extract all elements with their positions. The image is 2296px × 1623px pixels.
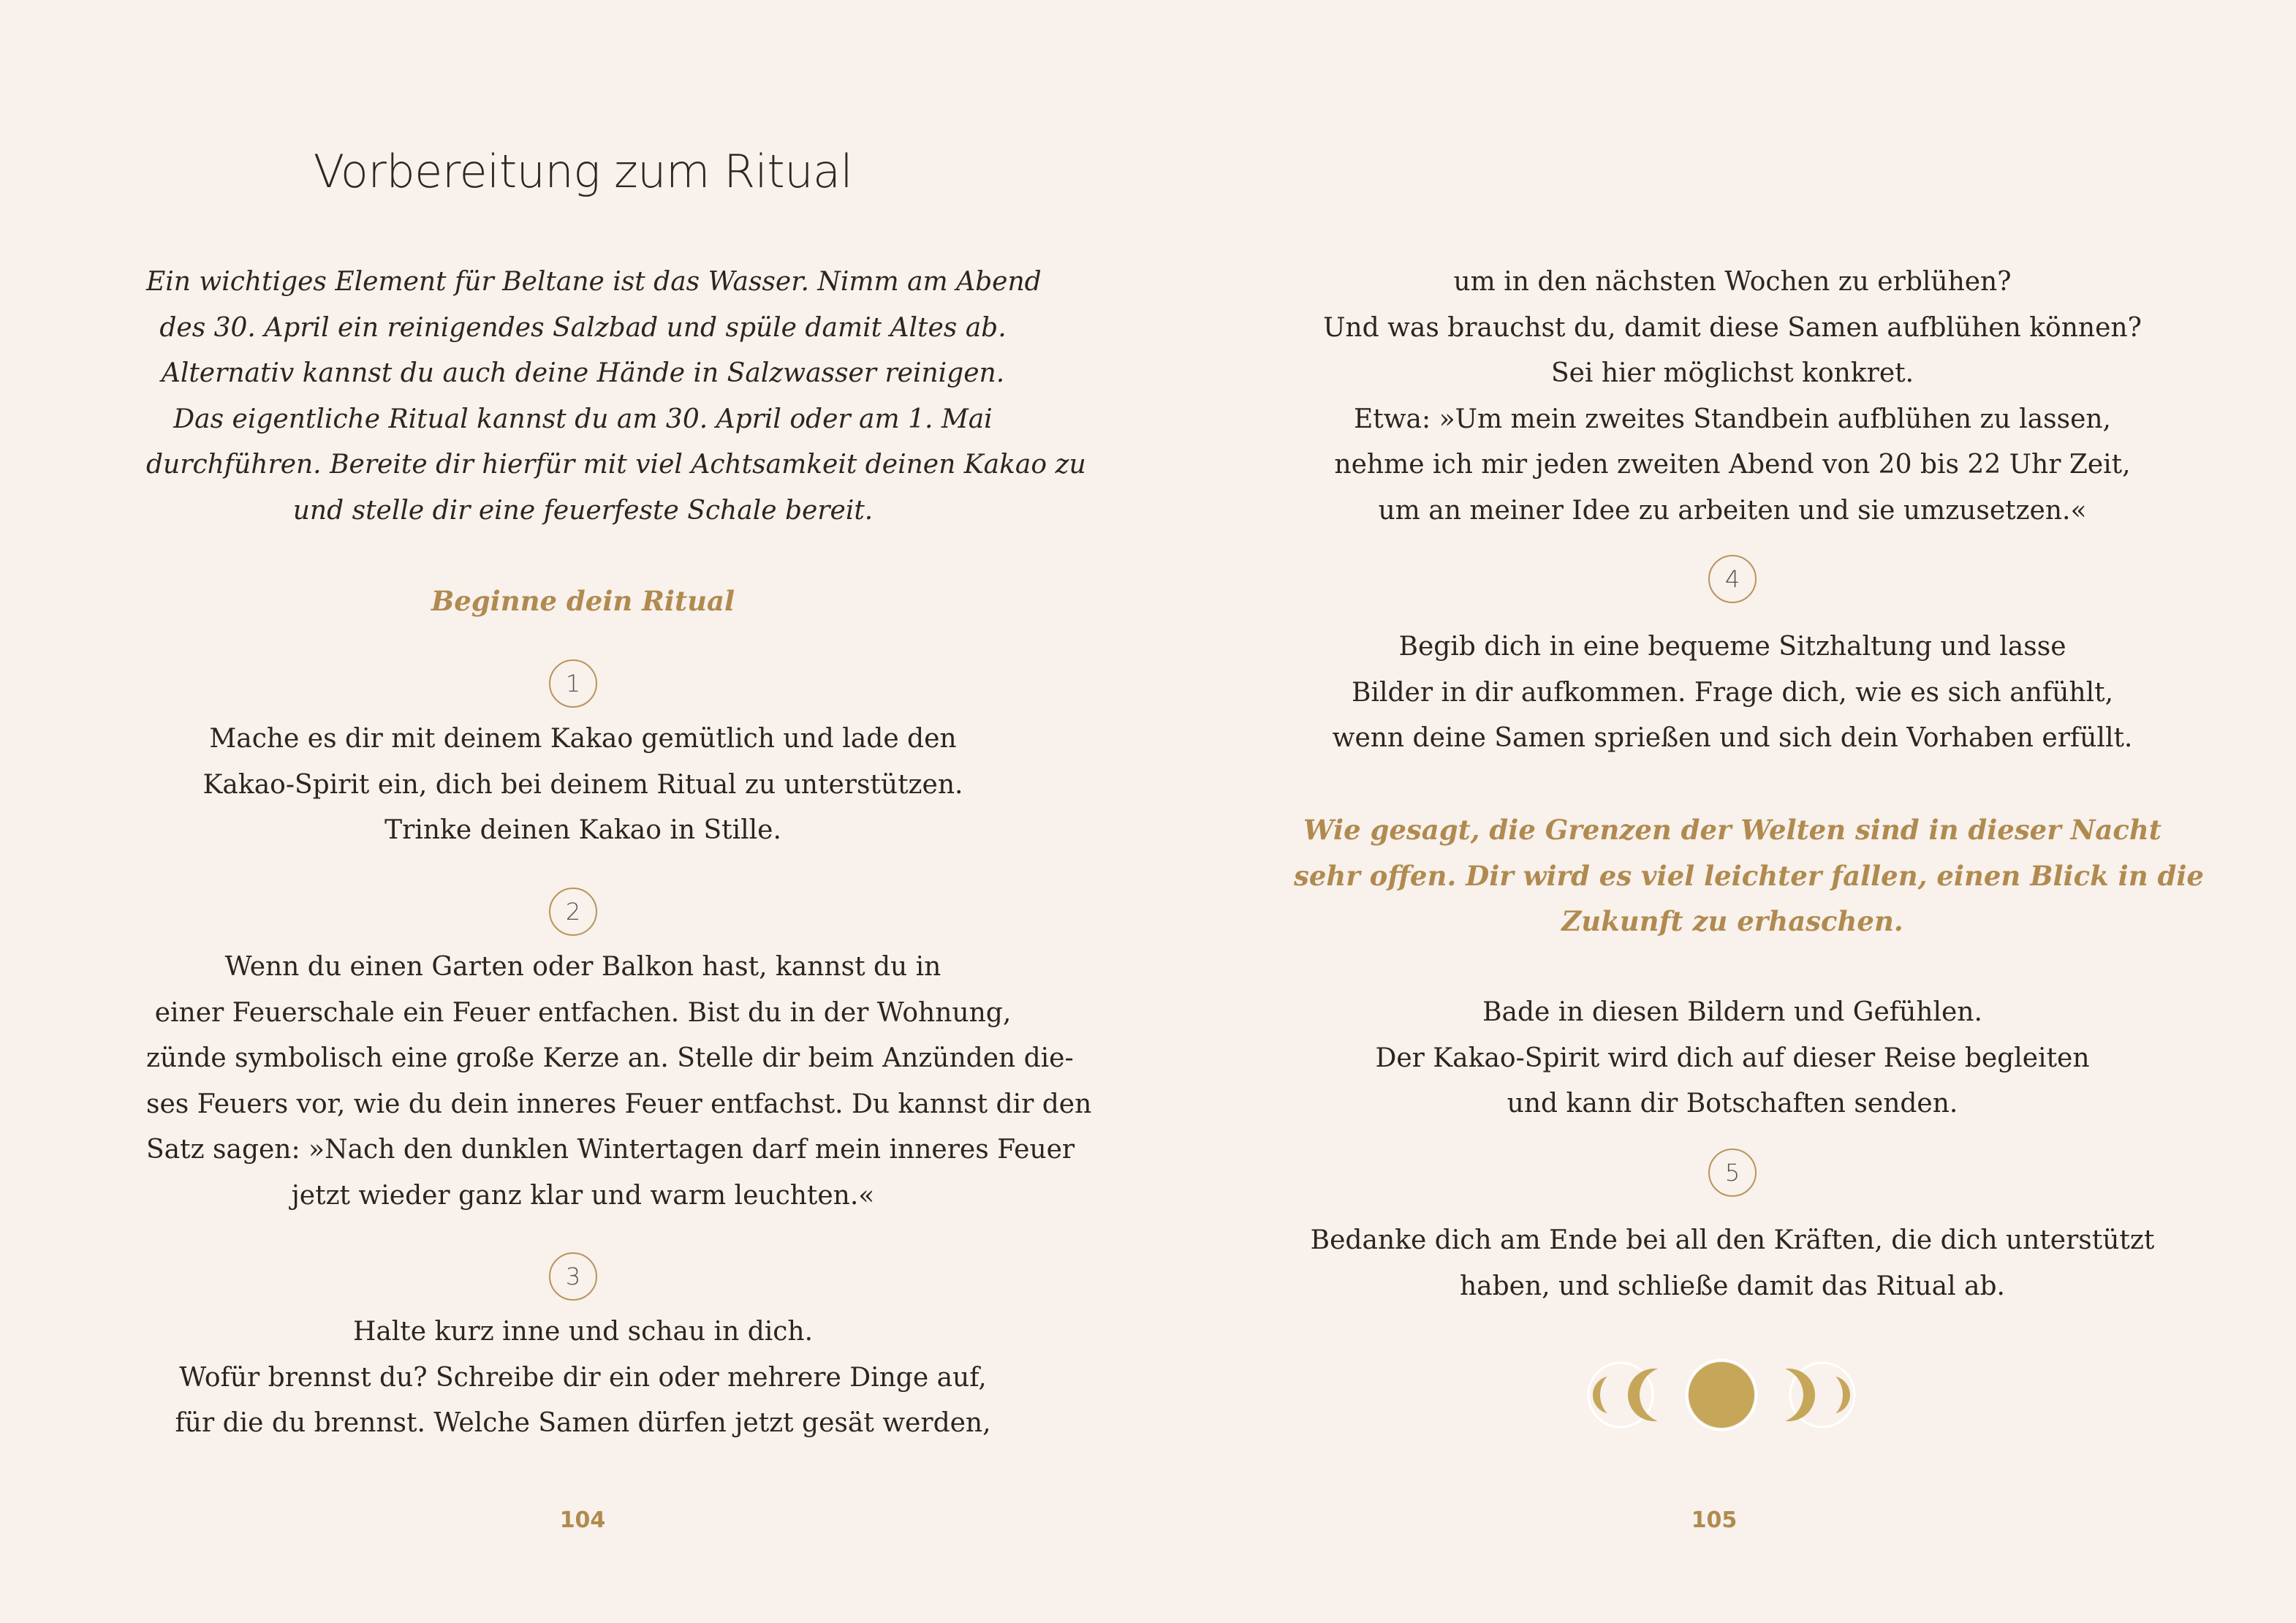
step-number-4: 4 (1708, 555, 1757, 603)
intro-line: Das eigentliche Ritual kannst du am 30. April oder am 1. Mai (173, 404, 993, 434)
step-2-text: Wenn du einen Garten oder Balkon hast, kannst du in einer Feuerschale ein Feuer entfachen. Bist du in der Wohnung, zünde symbolisch eine große Kerze an. Stelle dir beim Anzünden die- ses Feuers vor, wie du dein inneres Feuer entfachst. Du kannst dir den Satz sagen: »Nach den dunklen Wintertagen darf mein inneres Feuer jetzt wieder ganz klar und warm leuchten.« (146, 952, 1092, 1211)
intro-line: durchführen. Bereite dir hierfür mit viel Achtsamkeit deinen Kakao zu (146, 450, 1086, 480)
page-number-left: 104 (559, 1507, 606, 1533)
moon-phase-mark (1812, 1376, 1850, 1414)
step-number-5: 5 (1708, 1149, 1757, 1197)
step-4-text: Begib dich in eine bequeme Sitzhaltung und lasse Bilder in dir aufkommen. Frage dich, wie es sich anfühlt, wenn deine Samen sprießen und sich dein Vorhaben erfüllt. (1332, 632, 2133, 753)
step-number-2: 2 (549, 888, 597, 936)
after-highlight-paragraph: Bade in diesen Bildern und Gefühlen. Der Kakao-Spirit wird dich auf dieser Reise begleiten und kann dir Botschaften senden. (1375, 997, 2090, 1119)
intro-line: und stelle dir eine feuerfeste Schale bereit. (292, 495, 874, 526)
intro-line: Alternativ kannst du auch deine Hände in Salzwasser reinigen. (161, 358, 1005, 388)
intro-line: des 30. April ein reinigendes Salzbad und spüle damit Altes ab. (159, 312, 1007, 343)
moon-phase-mark (1638, 1369, 1691, 1421)
moon-phase-mark (1593, 1376, 1631, 1414)
left-column (146, 0, 1092, 1623)
moon-phase-mark (1752, 1369, 1805, 1421)
highlight-paragraph: Wie gesagt, die Grenzen der Welten sind in dieser Nacht sehr offen. Dir wird es viel leichter fallen, einen Blick in die Zukunft zu erhaschen. (1294, 814, 2204, 937)
intro-paragraph (146, 260, 1086, 534)
step-3-continuation: um in den nächsten Wochen zu erblühen? Und was brauchst du, damit diese Samen aufblühen können? Sei hier möglichst konkret. Etwa: »Um mein zweites Standbein aufblühen zu lassen, nehme ich mir jeden zweiten Abend von 20 bis 22 Uhr Zeit, um an meiner Idee zu arbeiten und sie umzusetzen.« (1323, 267, 2142, 526)
moon-phases-icon (1583, 1358, 1860, 1431)
page-number-right: 105 (1691, 1507, 1738, 1533)
intro-line: Ein wichtiges Element für Beltane ist das Wasser. Nimm am Abend (146, 267, 1042, 297)
right-page (1148, 0, 2296, 1623)
step-number-1: 1 (549, 659, 597, 708)
step-3-text: Halte kurz inne und schau in dich. Wofür brennst du? Schreibe dir ein oder mehrere Dinge auf, für die du brennst. Welche Samen dürfen jetzt gesät werden, (175, 1317, 991, 1438)
step-1-text: Mache es dir mit deinem Kakao gemütlich und lade den Kakao-Spirit ein, dich bei deinem Ritual zu unterstützen. Trinke deinen Kakao in Stille. (202, 724, 963, 845)
step-5-text: Bedanke dich am Ende bei all den Kräften, die dich unterstützt haben, und schließe damit das Ritual ab. (1310, 1225, 2155, 1301)
page-title: Vorbereitung zum Ritual (313, 145, 853, 198)
moon-phase-mark (1689, 1362, 1754, 1428)
step-number-3: 3 (549, 1252, 597, 1301)
section-heading: Beginne dein Ritual (431, 585, 735, 617)
